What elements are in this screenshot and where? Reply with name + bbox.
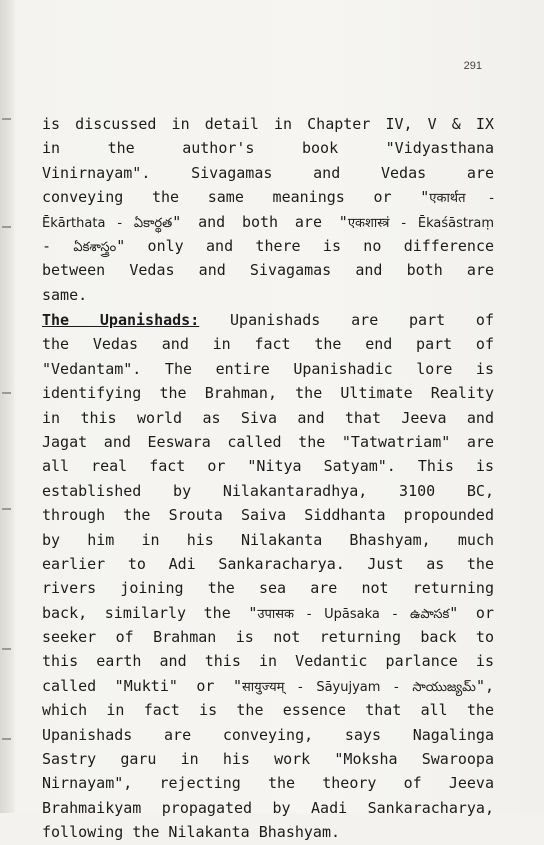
text-line: rivers joining the sea are not returning: [42, 579, 494, 598]
text-line: in this world as Siva and that Jeeva and: [42, 408, 494, 427]
text-line: by him in his Nilakanta Bhashyam, much: [42, 530, 494, 549]
text-line: this earth and this in Vedantic parlance is: [42, 652, 494, 671]
text-line: following the Nilakanta Bhashyam.: [42, 823, 341, 842]
binding-mark: [2, 648, 11, 650]
text-line: Brahmaikyam propagated by Aadi Sankaracharya,: [42, 798, 494, 817]
page-number: 291: [463, 60, 482, 72]
text-line: called "Mukti" or "सायुज्यम् - Sāyujyam - సాయుజ్యమ్",: [42, 676, 494, 695]
devanagari-term: एकार्थत -: [429, 191, 494, 207]
text-line: in the author's book "Vidyasthana: [42, 139, 494, 158]
text-line: same.: [42, 285, 88, 304]
transliterated-term: उपासक - Upāsaka - ఉపాసక: [257, 606, 450, 622]
text-line: Ēkārthata - ఏకార్థత" and both are "एकशास्त्रं - Ēkaśāstraṃ: [42, 212, 494, 231]
text-line: all real fact or "Nitya Satyam". This is: [42, 457, 494, 476]
binding-mark: [2, 392, 11, 394]
text-line: "Vedantam". The entire Upanishadic lore is: [42, 359, 494, 378]
transliterated-term: एकशास्त्रं - Ēkaśāstraṃ: [347, 215, 494, 231]
paragraph-upanishads: [42, 308, 494, 845]
text-line: is discussed in detail in Chapter IV, V & IX: [42, 115, 494, 133]
binding-edge: [0, 0, 14, 813]
transliterated-term: Ēkārthata - ఏకార్థత: [42, 215, 173, 231]
text-line: established by Nilakantaradhya, 3100 BC,: [42, 481, 494, 500]
binding-mark: [2, 118, 11, 120]
text-line: The Upanishads: Upanishads are part of: [42, 311, 494, 329]
text-line: seeker of Brahman is not returning back to: [42, 628, 494, 647]
text-line: earlier to Adi Sankaracharya. Just as the: [42, 554, 494, 573]
section-heading: The Upanishads:: [42, 311, 200, 329]
transliterated-term: सायुज्यम् - Sāyujyam - సాయుజ్యమ్: [242, 679, 476, 695]
text-line: Nirnayam", rejecting the theory of Jeeva: [42, 774, 494, 793]
text-line: between Vedas and Sivagamas and both are: [42, 261, 494, 280]
text-line: - ఏకశాస్త్రం" only and there is no difference: [42, 236, 494, 255]
text-line: Vinirnayam". Sivagamas and Vedas are: [42, 163, 494, 182]
text-line: Jagat and Eeswara called the "Tatwatriam" are: [42, 432, 494, 451]
text-line: back, similarly the "उपासक - Upāsaka - ఉపాసక" or: [42, 603, 494, 622]
text-line: through the Srouta Saiva Siddhanta propounded: [42, 506, 494, 525]
text-line: the Vedas and in fact the end part of: [42, 335, 494, 354]
binding-mark: [2, 226, 11, 228]
text-line: which in fact is the essence that all the: [42, 701, 494, 720]
paragraph-vidyasthana: [42, 112, 494, 307]
text-line: conveying the same meanings or "एकार्थत -: [42, 188, 494, 207]
text-line: Sastry garu in his work "Moksha Swaroopa: [42, 750, 494, 769]
binding-mark: [2, 508, 11, 510]
telugu-term: ఏకశాస్త్రం: [73, 239, 117, 255]
binding-mark: [2, 738, 11, 740]
text-line: identifying the Brahman, the Ultimate Reality: [42, 384, 494, 403]
text-line: Upanishads are conveying, says Nagalinga: [42, 725, 494, 744]
